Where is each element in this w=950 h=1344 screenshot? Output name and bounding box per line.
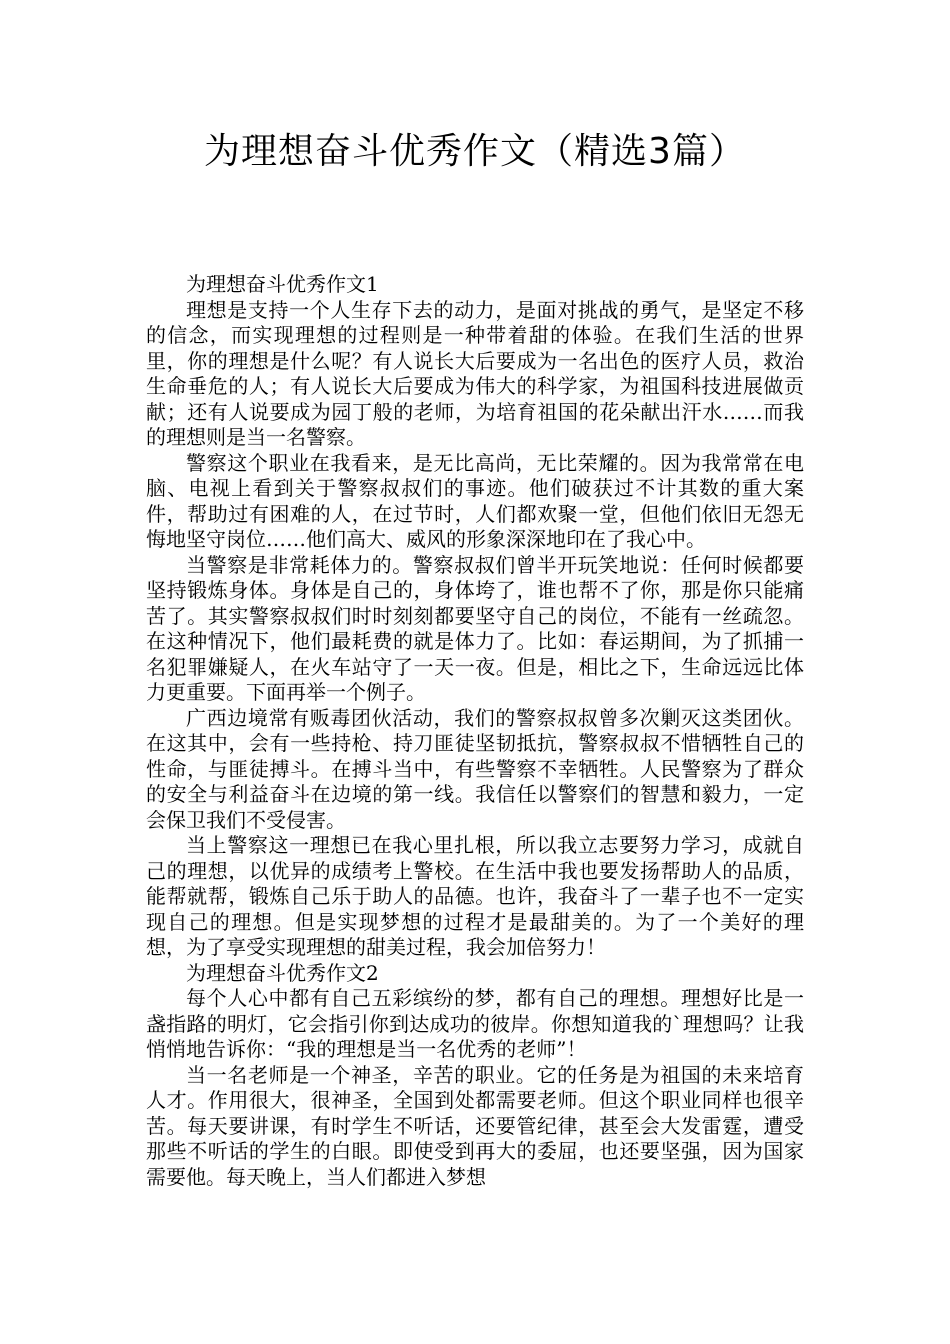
document-title: 为理想奋斗优秀作文（精选3篇） — [204, 131, 746, 172]
paragraph: 广西边境常有贩毒团伙活动，我们的警察叔叔曾多次剿灭这类团伙。在这其中，会有一些持枪、持刀匪徒坚韧抵抗，警察叔叔不惜牺牲自己的性命，与匪徒搏斗。在搏斗当中，有些警察不幸牺牲。人民警察为了群众的安全与利益奋斗在边境的第一线。我信任以警察们的智慧和毅力，一定会保卫我们不受侵害。 — [146, 705, 804, 832]
paragraph: 当上警察这一理想已在我心里扎根，所以我立志要努力学习，成就自己的理想，以优异的成绩考上警校。在生活中我也要发扬帮助人的品质，能帮就帮，锻炼自己乐于助人的品德。也许，我奋斗了一辈子也不一定实现自己的理想。但是实现梦想的过程才是最甜美的。为了一个美好的理想，为了享受实现理想的甜美过程，我会加倍努力！ — [146, 833, 804, 959]
essay-1-heading: 为理想奋斗优秀作文1 — [186, 272, 379, 296]
paragraph: 当一名老师是一个神圣，辛苦的职业。它的任务是为祖国的未来培育人才。作用很大，很神圣，全国到处都需要老师。但这个职业同样也很辛苦。每天要讲课，有时学生不听话，还要管纪律，甚至会大发雷霆，遭受那些不听话的学生的白眼。即使受到再大的委屈，也还要坚强，因为国家需要他。每天晚上，当人们都进入梦想 — [146, 1062, 804, 1189]
paragraph: 警察这个职业在我看来，是无比高尚，无比荣耀的。因为我常常在电脑、电视上看到关于警察叔叔们的事迹。他们破获过不计其数的重大案件，帮助过有困难的人，在过节时，人们都欢聚一堂，但他们依旧无怨无悔地坚守岗位……他们高大、威风的形象深深地印在了我心中。 — [146, 450, 804, 551]
paragraph: 理想是支持一个人生存下去的动力，是面对挑战的勇气，是坚定不移的信念，而实现理想的过程则是一种带着甜的体验。在我们生活的世界里，你的理想是什么呢？有人说长大后要成为一名出色的医疗人员，救治生命垂危的人；有人说长大后要成为伟大的科学家，为祖国科技进展做贡献；还有人说要成为园丁般的老师，为培育祖国的花朵献出汗水……而我的理想则是当一名警察。 — [146, 297, 804, 449]
paragraph: 当警察是非常耗体力的。警察叔叔们曾半开玩笑地说：任何时候都要坚持锻炼身体。身体是自己的，身体垮了，谁也帮不了你，那是你只能痛苦了。其实警察叔叔们时时刻刻都要坚守自己的岗位，不能有一丝疏忽。在这种情况下，他们最耗费的就是体力了。比如：春运期间，为了抓捕一名犯罪嫌疑人，在火车站守了一天一夜。但是，相比之下，生命远远比体力更重要。下面再举一个例子。 — [146, 552, 804, 704]
essay-2-heading: 为理想奋斗优秀作文2 — [186, 960, 379, 985]
document-body — [146, 272, 804, 1190]
paragraph: 每个人心中都有自己五彩缤纷的梦，都有自己的理想。理想好比是一盏指路的明灯，它会指引你到达成功的彼岸。你想知道我的`理想吗？让我悄悄地告诉你：“我的理想是当一名优秀的老师”！ — [146, 986, 804, 1061]
